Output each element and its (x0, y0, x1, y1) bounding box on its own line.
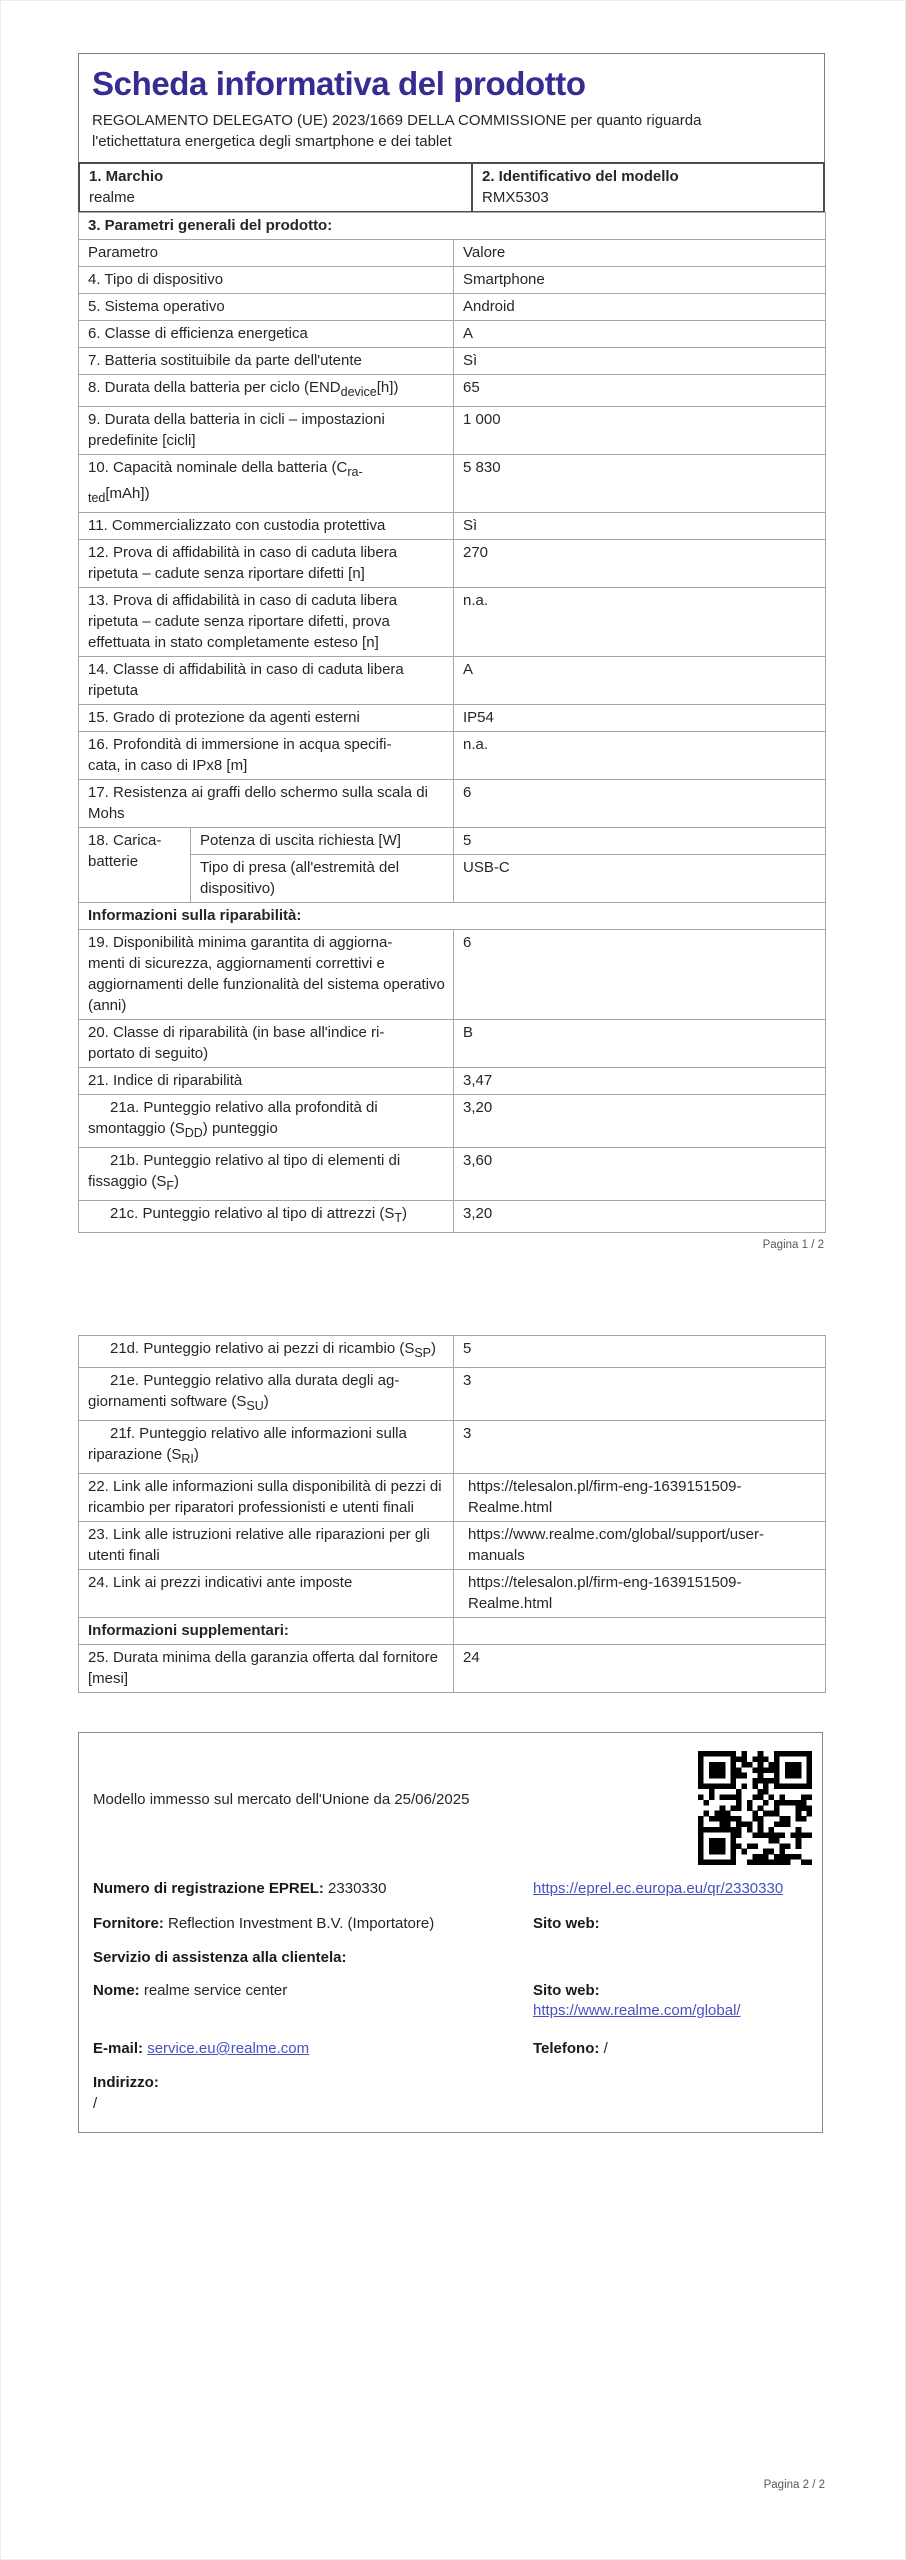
value-cell: Sì (454, 348, 826, 375)
table-row (79, 732, 826, 780)
param-cell: 24. Link ai prezzi indicativi ante imposte (79, 1570, 454, 1618)
table-row (79, 321, 826, 348)
service-name-row (93, 1981, 814, 2021)
param-cell: 21b. Punteggio relativo al tipo di elementi di fissaggio $(S_F)$ (79, 1148, 454, 1201)
table-row (79, 780, 826, 828)
phone-cell (533, 2039, 785, 2059)
table-row (79, 1368, 826, 1421)
param-cell: 10. Capacità nominale della batteria ($C_{ra-}$ $_{ted}$[mAh]) (79, 455, 454, 513)
value-cell: 3,20 (454, 1095, 826, 1148)
eprel-qr-link[interactable]: https://eprel.ec.europa.eu/qr/2330330 (533, 1880, 784, 1897)
brand-cell (79, 163, 472, 212)
section-header-cell: 3. Parametri generali del prodotto: (79, 213, 826, 240)
name-value: realme service center (143, 1982, 288, 1999)
email-link[interactable]: service.eu@realme.com (147, 2040, 310, 2057)
table-row (79, 588, 826, 657)
value-cell: 6 (454, 780, 826, 828)
value-cell: A (454, 321, 826, 348)
value-cell: 5 830 (454, 455, 826, 513)
param-cell: 21a. Punteggio relativo alla profondità di smontaggio $(S_{DD})$ punteggio (79, 1095, 454, 1148)
table-row (79, 540, 826, 588)
param-cell: 20. Classe di riparabilità (in base all'indice ri- portato di seguito) (79, 1020, 454, 1068)
table-row (79, 705, 826, 732)
value-cell: https://telesalon.pl/firm-eng-1639151509-Realme.html (454, 1570, 826, 1618)
brand-model-table (78, 162, 825, 213)
table-row (79, 240, 826, 267)
value-cell: 1 000 (454, 407, 826, 455)
value-cell: USB-C (454, 855, 826, 903)
param-cell: 21f. Punteggio relativo alle informazioni sulla riparazione $(S_{RI})$ (79, 1421, 454, 1474)
qr-code-icon (698, 1751, 812, 1865)
value-cell: n.a. (454, 732, 826, 780)
value-cell: 3 (454, 1421, 826, 1474)
value-cell: 3,20 (454, 1201, 826, 1233)
model-value: RMX5303 (482, 189, 549, 207)
service-name (93, 1981, 533, 2021)
service-website-cell (533, 1981, 785, 2021)
param-cell: 8. Durata della batteria per ciclo $(END_{device}[h])$ (79, 375, 454, 407)
customer-service-header: Servizio di assistenza alla clientela: (93, 1949, 347, 1966)
parameters-table-page1 (78, 212, 826, 1233)
eprel-registration (93, 1879, 533, 1899)
table-row (79, 455, 826, 513)
value-cell: 5 (454, 1336, 826, 1368)
param-cell: 22. Link alle informazioni sulla disponibilità di pezzi di ricambio per riparatori professionisti e utenti finali (79, 1474, 454, 1522)
param-cell: 4. Tipo di dispositivo (79, 267, 454, 294)
value-cell: 3 (454, 1368, 826, 1421)
supplier-info-box (78, 1732, 823, 2133)
section-header-row (79, 1618, 826, 1645)
supplier-row (93, 1914, 814, 1934)
supplier-website-cell (533, 1914, 785, 1934)
table-row (79, 294, 826, 321)
name-label: Nome: (93, 1982, 140, 1999)
param-cell: 14. Classe di affidabilità in caso di caduta libera ripetuta (79, 657, 454, 705)
param-cell: 12. Prova di affidabilità in caso di caduta libera ripetuta – cadute senza riportare difetti [n] (79, 540, 454, 588)
table-row (79, 163, 824, 212)
param-cell: 21d. Punteggio relativo ai pezzi di ricambio $(S_{SP})$ (79, 1336, 454, 1368)
value-cell: 3,47 (454, 1068, 826, 1095)
eprel-number: 2330330 (328, 1880, 387, 1897)
table-row (79, 930, 826, 1020)
param-cell: 21c. Punteggio relativo al tipo di attrezzi $(S_T)$ (79, 1201, 454, 1233)
value-cell: 3,60 (454, 1148, 826, 1201)
value-cell: 270 (454, 540, 826, 588)
param-cell: 21e. Punteggio relativo alla durata degli ag- giornamenti software $(S_{SU})$ (79, 1368, 454, 1421)
email-phone-row (93, 2039, 814, 2059)
param-cell: 21. Indice di riparabilità (79, 1068, 454, 1095)
service-website-label: Sito web: (533, 1982, 600, 1999)
regulation-subtitle: REGOLAMENTO DELEGATO (UE) 2023/1669 DELLA COMMISSIONE per quanto riguarda l'etichettatura energetica degli smartphone e dei tablet (92, 112, 702, 151)
table-row (79, 1148, 826, 1201)
phone-value: / (603, 2040, 608, 2057)
brand-label: 1. Marchio (89, 168, 164, 186)
table-row (79, 267, 826, 294)
value-cell: Sì (454, 513, 826, 540)
table-row (79, 1570, 826, 1618)
eprel-registration-row (93, 1879, 814, 1899)
email-label: E-mail: (93, 2040, 144, 2057)
value-cell: 65 (454, 375, 826, 407)
param-cell: 11. Commercializzato con custodia protettiva (79, 513, 454, 540)
value-cell: Smartphone (454, 267, 826, 294)
document-page-2 (78, 1335, 825, 1693)
param-group-cell: 18. Carica- batterie (79, 828, 191, 903)
page-title: Scheda informativa del prodotto (92, 65, 586, 102)
value-cell: A (454, 657, 826, 705)
parameters-table-page2 (78, 1335, 826, 1693)
sub-param-cell: Potenza di uscita richiesta [W] (191, 828, 454, 855)
section-header-cell: Informazioni supplementari: (79, 1618, 454, 1645)
param-cell: 7. Batteria sostituibile da parte dell'utente (79, 348, 454, 375)
email (93, 2039, 533, 2059)
param-cell: 16. Profondità di immersione in acqua specifi- cata, in caso di IPx8 [m] (79, 732, 454, 780)
eprel-link-cell (533, 1879, 785, 1899)
param-cell: 9. Durata della batteria in cicli – impostazioni predefinite [cicli] (79, 407, 454, 455)
table-row (79, 1645, 826, 1693)
table-row (79, 657, 826, 705)
sub-param-cell: Tipo di presa (all'estremità del dispositivo) (191, 855, 454, 903)
table-row (79, 1522, 826, 1570)
title-box (78, 53, 825, 163)
page-1-footer: Pagina 1 / 2 (762, 1239, 824, 1252)
document-page-1 (78, 53, 825, 1251)
section-header-row (79, 903, 826, 930)
param-cell: 25. Durata minima della garanzia offerta dal fornitore [mesi] (79, 1645, 454, 1693)
brand-value: realme (89, 189, 135, 207)
table-row (79, 513, 826, 540)
eprel-label: Numero di registrazione EPREL: (93, 1880, 324, 1897)
section-header-cell: Informazioni sulla riparabilità: (79, 903, 826, 930)
market-entry-row (93, 1749, 814, 1865)
address-value: / (93, 2095, 98, 2112)
value-cell: 24 (454, 1645, 826, 1693)
page-2-footer: Pagina 2 / 2 (763, 2479, 825, 2491)
value-cell: https://www.realme.com/global/support/user-manuals (454, 1522, 826, 1570)
table-row (79, 828, 826, 855)
value-cell: B (454, 1020, 826, 1068)
value-cell: IP54 (454, 705, 826, 732)
table-row (79, 348, 826, 375)
param-cell: 13. Prova di affidabilità in caso di caduta libera ripetuta – cadute senza riportare difetti, prova effettuata in stato completamente esteso [n] (79, 588, 454, 657)
address-label: Indirizzo: (93, 2074, 159, 2091)
value-cell: 5 (454, 828, 826, 855)
table-row (79, 855, 826, 903)
param-cell: 17. Resistenza ai graffi dello schermo sulla scala di Mohs (79, 780, 454, 828)
phone-label: Telefono: (533, 2040, 600, 2057)
section-header-row (79, 213, 826, 240)
table-row (79, 1095, 826, 1148)
model-cell (472, 163, 824, 212)
value-cell: 6 (454, 930, 826, 1020)
supplier-label: Fornitore: (93, 1915, 164, 1932)
table-row (79, 407, 826, 455)
table-row (79, 1068, 826, 1095)
table-row (79, 1421, 826, 1474)
table-row (79, 1474, 826, 1522)
service-website-link[interactable]: https://www.realme.com/global/ (533, 2002, 741, 2019)
website-label: Sito web: (533, 1915, 600, 1932)
supplier-name: Reflection Investment B.V. (Importatore) (168, 1915, 435, 1932)
empty-value-cell (454, 1618, 826, 1645)
value-cell: Android (454, 294, 826, 321)
market-entry-date: Modello immesso sul mercato dell'Unione da 25/06/2025 (93, 1791, 470, 1808)
table-row (79, 1201, 826, 1233)
model-label: 2. Identificativo del modello (482, 168, 679, 186)
param-cell: 19. Disponibilità minima garantita di aggiorna- menti di sicurezza, aggiornamenti correttivi e aggiornamenti delle funzionalità del sistema operativo (anni) (79, 930, 454, 1020)
param-cell: 15. Grado di protezione da agenti esterni (79, 705, 454, 732)
param-cell: 5. Sistema operativo (79, 294, 454, 321)
value-cell: https://telesalon.pl/firm-eng-1639151509-Realme.html (454, 1474, 826, 1522)
table-row (79, 375, 826, 407)
value-cell: Valore (454, 240, 826, 267)
param-cell: Parametro (79, 240, 454, 267)
param-cell: 23. Link alle istruzioni relative alle riparazioni per gli utenti finali (79, 1522, 454, 1570)
value-cell: n.a. (454, 588, 826, 657)
param-cell: 6. Classe di efficienza energetica (79, 321, 454, 348)
table-row (79, 1336, 826, 1368)
supplier (93, 1914, 533, 1934)
table-row (79, 1020, 826, 1068)
